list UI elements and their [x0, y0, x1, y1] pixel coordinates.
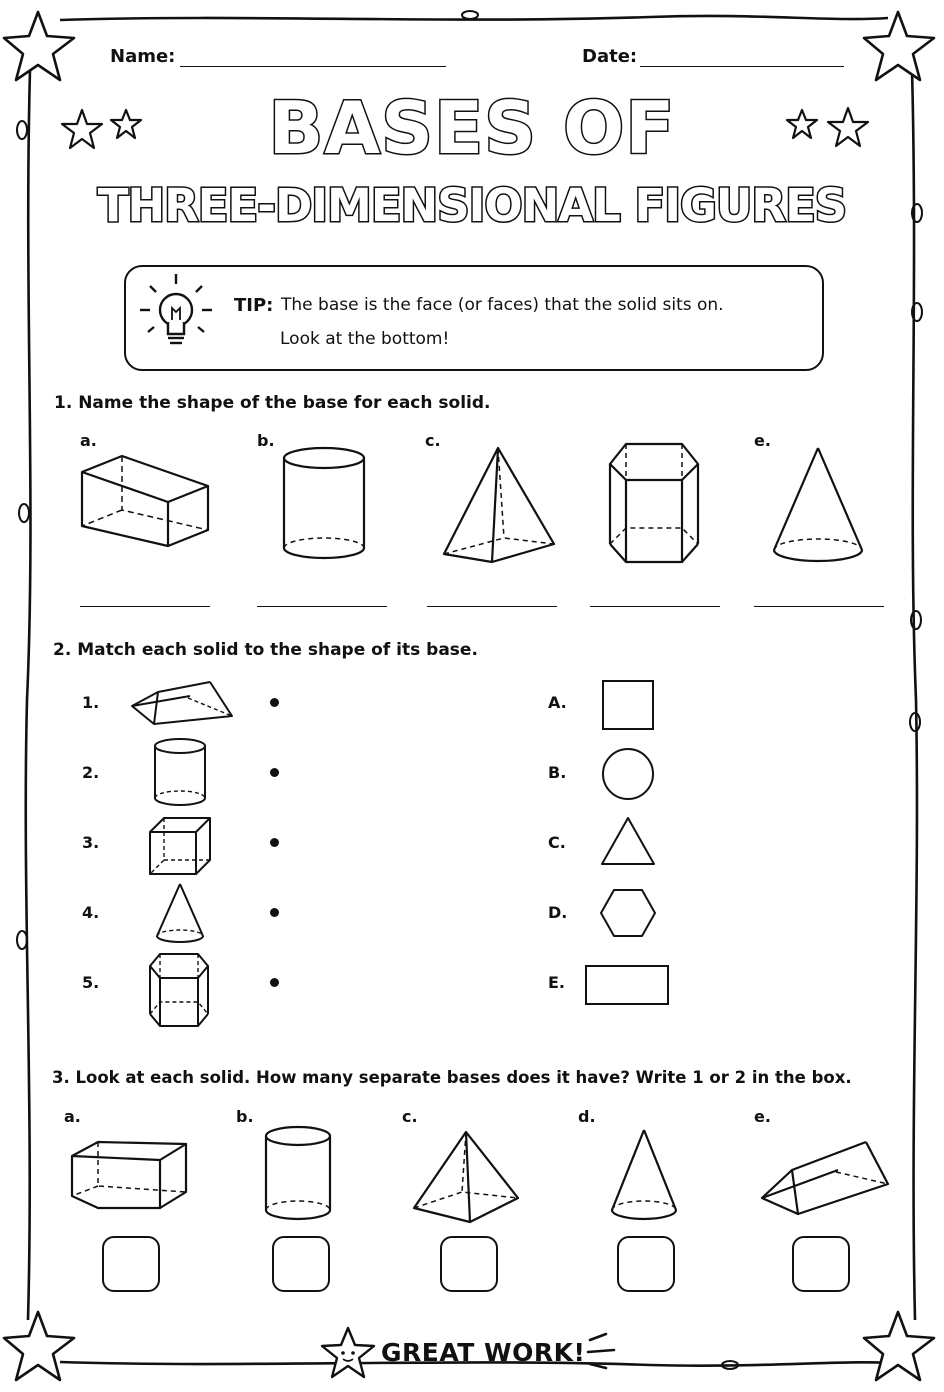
solid-number: 5. — [82, 973, 100, 992]
cone-figure — [606, 1128, 682, 1228]
answer-box[interactable] — [617, 1236, 675, 1292]
item-letter: d. — [578, 1107, 596, 1126]
star-icon — [2, 8, 82, 88]
item-letter: c. — [402, 1107, 418, 1126]
title-line-1: BASES OF — [268, 86, 676, 170]
answer-box[interactable] — [272, 1236, 330, 1292]
sparkle-lines-icon — [584, 1330, 624, 1370]
match-dot[interactable] — [270, 698, 279, 707]
answer-line[interactable] — [754, 606, 884, 607]
match-dot[interactable] — [270, 908, 279, 917]
tip-label: TIP: — [234, 295, 274, 316]
cylinder-figure — [262, 1124, 342, 1224]
square-pyramid-figure — [410, 1128, 526, 1228]
answer-box[interactable] — [792, 1236, 850, 1292]
solid-number: 3. — [82, 833, 100, 852]
cone-figure — [770, 446, 870, 566]
solid-number: 2. — [82, 763, 100, 782]
rectangular-prism-figure — [68, 1138, 192, 1218]
date-field[interactable] — [640, 66, 844, 67]
triangular-prism-figure — [128, 672, 238, 732]
smiling-star-icon — [322, 1326, 378, 1382]
hexagonal-prism-figure — [606, 440, 706, 570]
star-icon — [862, 8, 942, 88]
item-letter: e. — [754, 431, 771, 450]
answer-line[interactable] — [590, 606, 720, 607]
tip-box — [124, 265, 824, 371]
cone-figure — [154, 882, 210, 948]
match-dot[interactable] — [270, 768, 279, 777]
tip-line-1: The base is the face (or faces) that the solid sits on. — [281, 295, 724, 315]
match-dot[interactable] — [270, 838, 279, 847]
item-letter: b. — [257, 431, 275, 450]
answer-box[interactable] — [102, 1236, 160, 1292]
square-pyramid-figure — [440, 444, 560, 564]
answer-line[interactable] — [257, 606, 387, 607]
hexagonal-prism-figure — [146, 950, 216, 1030]
shape-letter: D. — [548, 903, 568, 922]
solid-number: 4. — [82, 903, 100, 922]
footer-text: GREAT WORK! — [381, 1338, 586, 1367]
solid-number: 1. — [82, 693, 100, 712]
name-label: Name: — [110, 46, 176, 67]
item-letter: c. — [425, 431, 441, 450]
item-letter: e. — [754, 1107, 771, 1126]
date-label: Date: — [582, 46, 638, 67]
title-line-2: THREE-DIMENSIONAL FIGURES — [97, 179, 847, 232]
tip-line-2: Look at the bottom! — [280, 329, 450, 349]
rectangular-prism-figure — [78, 452, 218, 552]
question-3: 3. Look at each solid. How many separate bases does it have? Write 1 or 2 in the box. — [52, 1068, 852, 1087]
question-1: 1. Name the shape of the base for each solid. — [54, 393, 491, 413]
circle-shape[interactable] — [601, 747, 657, 803]
answer-box[interactable] — [440, 1236, 498, 1292]
cube-figure — [146, 814, 216, 884]
cylinder-figure — [152, 736, 212, 810]
answer-line[interactable] — [80, 606, 210, 607]
rectangle-shape[interactable] — [585, 964, 671, 1008]
question-2: 2. Match each solid to the shape of its base. — [53, 640, 478, 660]
answer-line[interactable] — [427, 606, 557, 607]
shape-letter: C. — [548, 833, 566, 852]
shape-letter: A. — [548, 693, 567, 712]
item-letter: a. — [80, 431, 97, 450]
hexagon-shape[interactable] — [599, 888, 659, 940]
name-field[interactable] — [180, 66, 446, 67]
shape-letter: E. — [548, 973, 566, 992]
star-icon — [2, 1308, 82, 1388]
match-dot[interactable] — [270, 978, 279, 987]
cylinder-figure — [278, 444, 378, 564]
shape-letter: B. — [548, 763, 567, 782]
item-letter: b. — [236, 1107, 254, 1126]
square-shape[interactable] — [602, 680, 656, 734]
star-icon — [862, 1308, 942, 1388]
triangle-shape[interactable] — [600, 816, 658, 868]
lightbulb-icon — [136, 272, 216, 362]
item-letter: a. — [64, 1107, 81, 1126]
triangular-prism-figure — [758, 1136, 894, 1220]
